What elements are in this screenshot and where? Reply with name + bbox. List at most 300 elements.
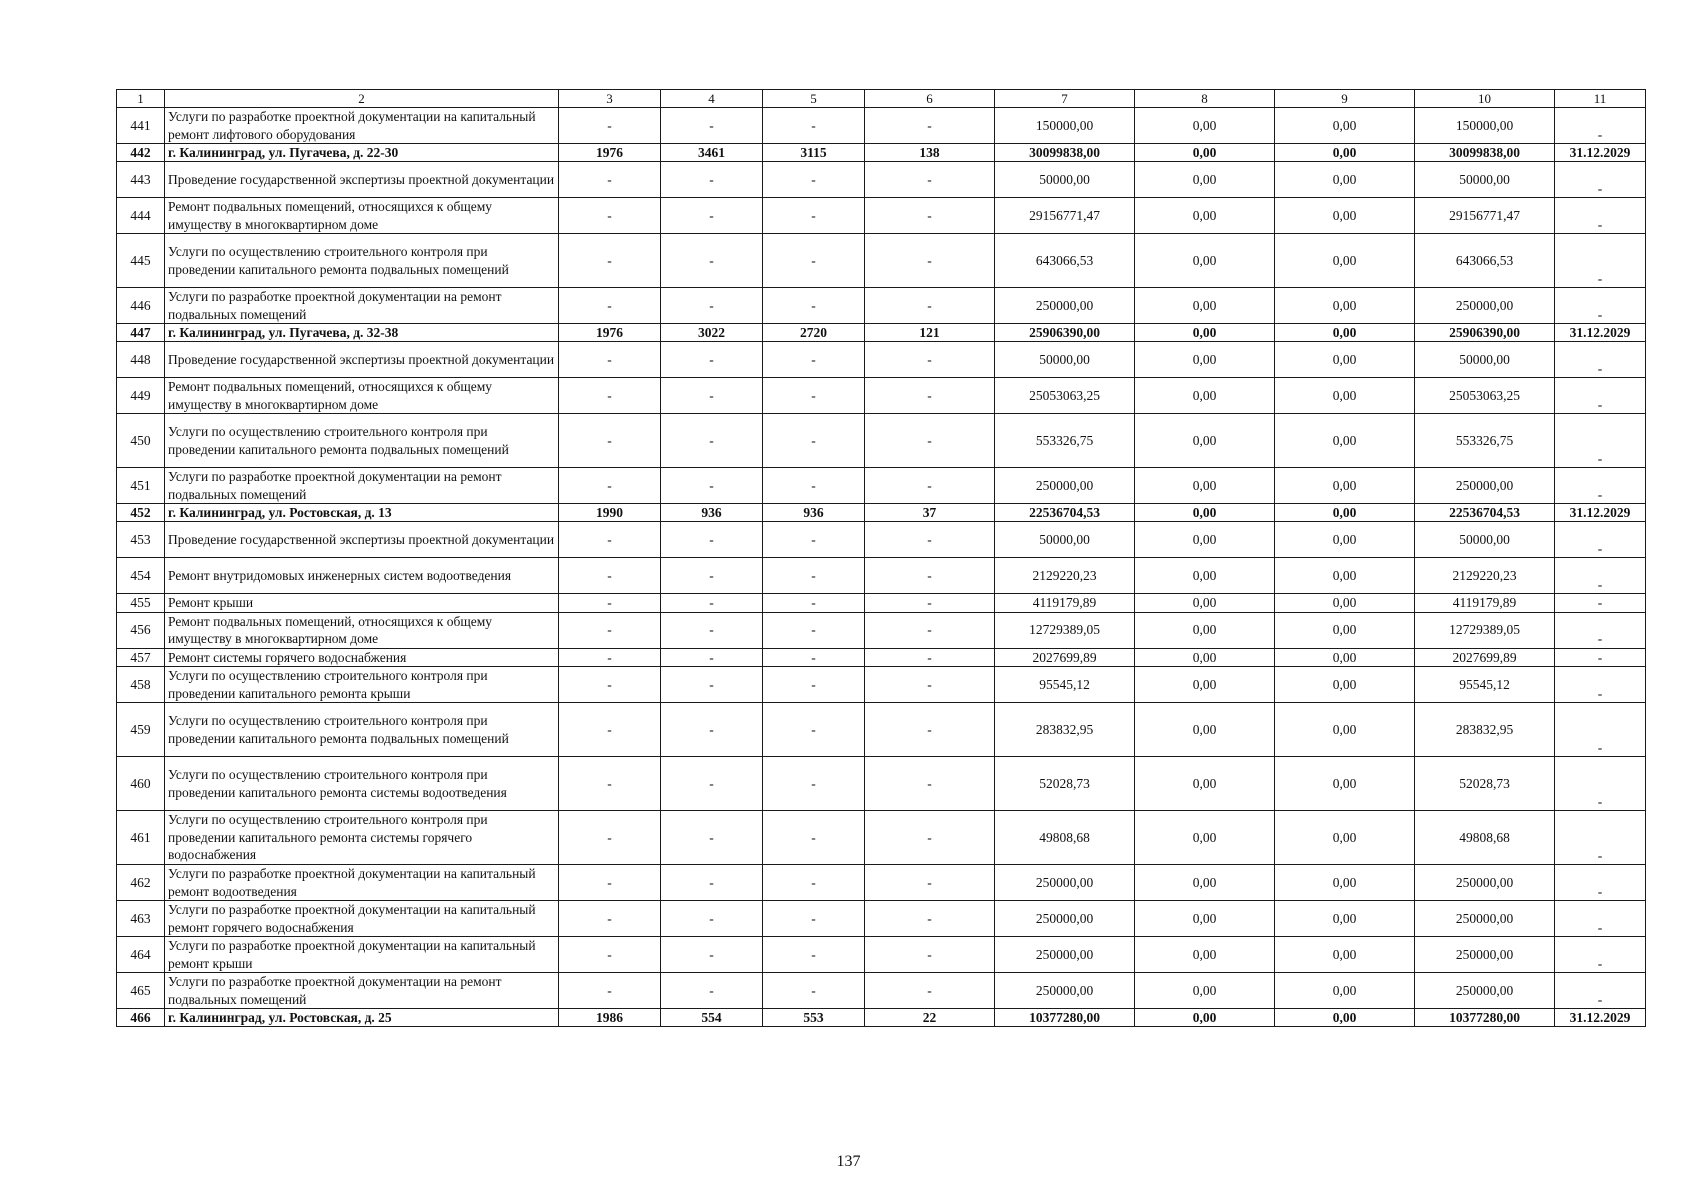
col-11-value: 31.12.2029	[1555, 324, 1646, 342]
table-row	[117, 198, 1646, 234]
col-8-value: 0,00	[1135, 108, 1275, 144]
col-4-value: -	[661, 198, 763, 234]
item-name: Услуги по осуществлению строительного контроля при проведении капитального ремонта подвальных помещений	[165, 234, 559, 288]
col-11-value: 31.12.2029	[1555, 144, 1646, 162]
row-number: 444	[117, 198, 165, 234]
item-name: г. Калининград, ул. Пугачева, д. 32-38	[165, 324, 559, 342]
col-4-value: -	[661, 558, 763, 594]
col-11-value: -	[1555, 594, 1646, 613]
page-number: 137	[836, 1153, 861, 1170]
col-11-value: 31.12.2029	[1555, 504, 1646, 522]
table-row	[117, 522, 1646, 558]
col-10-value: 2027699,89	[1415, 648, 1555, 667]
col-4-value: -	[661, 108, 763, 144]
row-number: 461	[117, 811, 165, 865]
col-10-value: 95545,12	[1415, 667, 1555, 703]
item-name: Ремонт системы горячего водоснабжения	[165, 648, 559, 667]
table-row	[117, 937, 1646, 973]
col-7-value: 50000,00	[995, 522, 1135, 558]
col-8-value: 0,00	[1135, 198, 1275, 234]
col-11-value: -	[1555, 703, 1646, 757]
column-header: 5	[763, 90, 865, 108]
table-row	[117, 667, 1646, 703]
col-7-value: 30099838,00	[995, 144, 1135, 162]
col-8-value: 0,00	[1135, 288, 1275, 324]
col-4-value: 3022	[661, 324, 763, 342]
col-6-value: -	[865, 648, 995, 667]
col-10-value: 10377280,00	[1415, 1009, 1555, 1027]
col-9-value: 0,00	[1275, 144, 1415, 162]
col-5-value: -	[763, 811, 865, 865]
item-name: Услуги по осуществлению строительного контроля при проведении капитального ремонта системы горячего водоснабжения	[165, 811, 559, 865]
table-row	[117, 162, 1646, 198]
col-5-value: -	[763, 522, 865, 558]
col-8-value: 0,00	[1135, 757, 1275, 811]
register-table	[116, 89, 1646, 1027]
col-3-value: -	[559, 378, 661, 414]
row-number: 451	[117, 468, 165, 504]
col-3-value: -	[559, 558, 661, 594]
col-8-value: 0,00	[1135, 558, 1275, 594]
item-name: Услуги по разработке проектной документации на капитальный ремонт горячего водоснабжения	[165, 901, 559, 937]
col-5-value: 3115	[763, 144, 865, 162]
row-number: 464	[117, 937, 165, 973]
item-name: г. Калининград, ул. Ростовская, д. 13	[165, 504, 559, 522]
col-6-value: 121	[865, 324, 995, 342]
column-header: 8	[1135, 90, 1275, 108]
col-8-value: 0,00	[1135, 234, 1275, 288]
column-header: 4	[661, 90, 763, 108]
item-name: Услуги по осуществлению строительного контроля при проведении капитального ремонта подвальных помещений	[165, 703, 559, 757]
table-row	[117, 703, 1646, 757]
col-6-value: -	[865, 558, 995, 594]
col-5-value: -	[763, 901, 865, 937]
col-4-value: -	[661, 811, 763, 865]
col-9-value: 0,00	[1275, 594, 1415, 613]
row-number: 455	[117, 594, 165, 613]
col-4-value: -	[661, 901, 763, 937]
col-5-value: -	[763, 468, 865, 504]
table-row	[117, 648, 1646, 667]
col-7-value: 250000,00	[995, 865, 1135, 901]
col-7-value: 150000,00	[995, 108, 1135, 144]
col-9-value: 0,00	[1275, 468, 1415, 504]
col-3-value: -	[559, 811, 661, 865]
table-row	[117, 342, 1646, 378]
col-3-value: -	[559, 937, 661, 973]
col-5-value: -	[763, 414, 865, 468]
row-number: 463	[117, 901, 165, 937]
col-7-value: 250000,00	[995, 937, 1135, 973]
row-number: 453	[117, 522, 165, 558]
item-name: Проведение государственной экспертизы проектной документации	[165, 522, 559, 558]
column-header: 7	[995, 90, 1135, 108]
col-4-value: -	[661, 162, 763, 198]
col-7-value: 25053063,25	[995, 378, 1135, 414]
col-3-value: -	[559, 612, 661, 648]
col-7-value: 29156771,47	[995, 198, 1135, 234]
col-4-value: 936	[661, 504, 763, 522]
col-9-value: 0,00	[1275, 288, 1415, 324]
col-9-value: 0,00	[1275, 757, 1415, 811]
col-7-value: 283832,95	[995, 703, 1135, 757]
item-name: Ремонт внутридомовых инженерных систем водоотведения	[165, 558, 559, 594]
row-number: 460	[117, 757, 165, 811]
col-5-value: -	[763, 865, 865, 901]
table-row	[117, 288, 1646, 324]
row-number: 441	[117, 108, 165, 144]
col-11-value: -	[1555, 811, 1646, 865]
column-number-header-row	[117, 90, 1646, 108]
row-number: 448	[117, 342, 165, 378]
col-5-value: -	[763, 378, 865, 414]
col-8-value: 0,00	[1135, 612, 1275, 648]
col-9-value: 0,00	[1275, 811, 1415, 865]
col-11-value: -	[1555, 612, 1646, 648]
col-10-value: 283832,95	[1415, 703, 1555, 757]
col-4-value: -	[661, 234, 763, 288]
table-row	[117, 108, 1646, 144]
col-10-value: 52028,73	[1415, 757, 1555, 811]
col-4-value: -	[661, 342, 763, 378]
col-3-value: -	[559, 522, 661, 558]
col-5-value: 553	[763, 1009, 865, 1027]
item-name: Услуги по разработке проектной документации на ремонт подвальных помещений	[165, 288, 559, 324]
row-number: 462	[117, 865, 165, 901]
col-6-value: -	[865, 703, 995, 757]
item-name: г. Калининград, ул. Ростовская, д. 25	[165, 1009, 559, 1027]
col-3-value: -	[559, 288, 661, 324]
row-number: 466	[117, 1009, 165, 1027]
table-body	[117, 90, 1646, 1027]
item-name: Услуги по разработке проектной документации на капитальный ремонт водоотведения	[165, 865, 559, 901]
col-9-value: 0,00	[1275, 342, 1415, 378]
item-name: Услуги по разработке проектной документации на ремонт подвальных помещений	[165, 973, 559, 1009]
col-11-value: 31.12.2029	[1555, 1009, 1646, 1027]
col-11-value: -	[1555, 234, 1646, 288]
col-5-value: -	[763, 108, 865, 144]
col-7-value: 250000,00	[995, 973, 1135, 1009]
col-4-value: -	[661, 865, 763, 901]
col-9-value: 0,00	[1275, 324, 1415, 342]
item-name: Услуги по осуществлению строительного контроля при проведении капитального ремонта подвальных помещений	[165, 414, 559, 468]
row-number: 449	[117, 378, 165, 414]
table-row	[117, 468, 1646, 504]
col-5-value: -	[763, 937, 865, 973]
col-10-value: 250000,00	[1415, 288, 1555, 324]
address-row	[117, 504, 1646, 522]
col-6-value: -	[865, 667, 995, 703]
col-9-value: 0,00	[1275, 162, 1415, 198]
col-11-value: -	[1555, 648, 1646, 667]
item-name: Услуги по осуществлению строительного контроля при проведении капитального ремонта крыши	[165, 667, 559, 703]
col-3-value: 1990	[559, 504, 661, 522]
col-11-value: -	[1555, 865, 1646, 901]
col-6-value: -	[865, 865, 995, 901]
col-5-value: -	[763, 162, 865, 198]
col-4-value: -	[661, 937, 763, 973]
col-11-value: -	[1555, 757, 1646, 811]
col-11-value: -	[1555, 162, 1646, 198]
col-8-value: 0,00	[1135, 144, 1275, 162]
col-11-value: -	[1555, 468, 1646, 504]
col-7-value: 25906390,00	[995, 324, 1135, 342]
row-number: 443	[117, 162, 165, 198]
col-6-value: -	[865, 414, 995, 468]
col-8-value: 0,00	[1135, 1009, 1275, 1027]
col-3-value: -	[559, 667, 661, 703]
item-name: Проведение государственной экспертизы проектной документации	[165, 162, 559, 198]
col-4-value: -	[661, 648, 763, 667]
col-6-value: -	[865, 522, 995, 558]
col-3-value: -	[559, 648, 661, 667]
table-row	[117, 414, 1646, 468]
column-header: 3	[559, 90, 661, 108]
col-3-value: -	[559, 198, 661, 234]
row-number: 446	[117, 288, 165, 324]
col-6-value: -	[865, 757, 995, 811]
col-6-value: -	[865, 937, 995, 973]
col-5-value: -	[763, 342, 865, 378]
item-name: Ремонт подвальных помещений, относящихся к общему имуществу в многоквартирном доме	[165, 612, 559, 648]
table-row	[117, 612, 1646, 648]
col-11-value: -	[1555, 901, 1646, 937]
col-11-value: -	[1555, 973, 1646, 1009]
col-8-value: 0,00	[1135, 811, 1275, 865]
col-4-value: -	[661, 414, 763, 468]
col-11-value: -	[1555, 198, 1646, 234]
col-11-value: -	[1555, 414, 1646, 468]
column-header: 10	[1415, 90, 1555, 108]
col-5-value: -	[763, 558, 865, 594]
table-row	[117, 973, 1646, 1009]
col-6-value: -	[865, 198, 995, 234]
col-3-value: -	[559, 468, 661, 504]
col-9-value: 0,00	[1275, 414, 1415, 468]
col-8-value: 0,00	[1135, 667, 1275, 703]
col-9-value: 0,00	[1275, 973, 1415, 1009]
col-8-value: 0,00	[1135, 162, 1275, 198]
col-9-value: 0,00	[1275, 522, 1415, 558]
col-6-value: -	[865, 901, 995, 937]
col-10-value: 50000,00	[1415, 162, 1555, 198]
row-number: 459	[117, 703, 165, 757]
col-8-value: 0,00	[1135, 594, 1275, 613]
col-3-value: -	[559, 865, 661, 901]
col-10-value: 643066,53	[1415, 234, 1555, 288]
col-11-value: -	[1555, 288, 1646, 324]
row-number: 450	[117, 414, 165, 468]
row-number: 457	[117, 648, 165, 667]
col-3-value: -	[559, 414, 661, 468]
col-9-value: 0,00	[1275, 198, 1415, 234]
col-10-value: 250000,00	[1415, 937, 1555, 973]
col-4-value: -	[661, 757, 763, 811]
col-10-value: 2129220,23	[1415, 558, 1555, 594]
col-7-value: 22536704,53	[995, 504, 1135, 522]
address-row	[117, 144, 1646, 162]
col-9-value: 0,00	[1275, 648, 1415, 667]
col-8-value: 0,00	[1135, 468, 1275, 504]
col-5-value: -	[763, 198, 865, 234]
col-8-value: 0,00	[1135, 324, 1275, 342]
col-8-value: 0,00	[1135, 703, 1275, 757]
col-9-value: 0,00	[1275, 558, 1415, 594]
col-3-value: 1986	[559, 1009, 661, 1027]
col-3-value: -	[559, 234, 661, 288]
col-10-value: 250000,00	[1415, 901, 1555, 937]
col-10-value: 50000,00	[1415, 522, 1555, 558]
col-7-value: 250000,00	[995, 901, 1135, 937]
col-6-value: -	[865, 162, 995, 198]
item-name: Ремонт подвальных помещений, относящихся к общему имуществу в многоквартирном доме	[165, 198, 559, 234]
col-7-value: 50000,00	[995, 162, 1135, 198]
col-10-value: 250000,00	[1415, 468, 1555, 504]
col-6-value: -	[865, 234, 995, 288]
col-10-value: 25906390,00	[1415, 324, 1555, 342]
col-7-value: 643066,53	[995, 234, 1135, 288]
col-4-value: -	[661, 612, 763, 648]
row-number: 465	[117, 973, 165, 1009]
col-6-value: -	[865, 342, 995, 378]
col-5-value: -	[763, 757, 865, 811]
col-7-value: 10377280,00	[995, 1009, 1135, 1027]
col-8-value: 0,00	[1135, 648, 1275, 667]
col-11-value: -	[1555, 378, 1646, 414]
col-9-value: 0,00	[1275, 612, 1415, 648]
col-5-value: -	[763, 973, 865, 1009]
row-number: 442	[117, 144, 165, 162]
col-7-value: 250000,00	[995, 468, 1135, 504]
col-10-value: 25053063,25	[1415, 378, 1555, 414]
col-11-value: -	[1555, 108, 1646, 144]
col-11-value: -	[1555, 937, 1646, 973]
col-3-value: 1976	[559, 144, 661, 162]
table-row	[117, 757, 1646, 811]
col-3-value: -	[559, 342, 661, 378]
col-8-value: 0,00	[1135, 414, 1275, 468]
col-10-value: 22536704,53	[1415, 504, 1555, 522]
table-row	[117, 558, 1646, 594]
col-7-value: 52028,73	[995, 757, 1135, 811]
col-6-value: 37	[865, 504, 995, 522]
col-4-value: -	[661, 973, 763, 1009]
col-9-value: 0,00	[1275, 901, 1415, 937]
item-name: Проведение государственной экспертизы проектной документации	[165, 342, 559, 378]
item-name: Ремонт крыши	[165, 594, 559, 613]
col-5-value: -	[763, 612, 865, 648]
col-8-value: 0,00	[1135, 342, 1275, 378]
col-6-value: -	[865, 973, 995, 1009]
col-6-value: -	[865, 612, 995, 648]
col-3-value: -	[559, 703, 661, 757]
col-9-value: 0,00	[1275, 1009, 1415, 1027]
row-number: 456	[117, 612, 165, 648]
col-10-value: 4119179,89	[1415, 594, 1555, 613]
col-8-value: 0,00	[1135, 937, 1275, 973]
col-5-value: 2720	[763, 324, 865, 342]
col-5-value: -	[763, 648, 865, 667]
table-row	[117, 594, 1646, 613]
table-row	[117, 811, 1646, 865]
col-8-value: 0,00	[1135, 522, 1275, 558]
col-4-value: 3461	[661, 144, 763, 162]
col-10-value: 150000,00	[1415, 108, 1555, 144]
row-number: 454	[117, 558, 165, 594]
col-4-value: -	[661, 703, 763, 757]
col-4-value: -	[661, 468, 763, 504]
column-header: 6	[865, 90, 995, 108]
col-6-value: -	[865, 378, 995, 414]
col-10-value: 12729389,05	[1415, 612, 1555, 648]
col-6-value: 22	[865, 1009, 995, 1027]
col-11-value: -	[1555, 522, 1646, 558]
table-row	[117, 865, 1646, 901]
table-row	[117, 234, 1646, 288]
col-8-value: 0,00	[1135, 504, 1275, 522]
item-name: Ремонт подвальных помещений, относящихся к общему имуществу в многоквартирном доме	[165, 378, 559, 414]
item-name: Услуги по разработке проектной документации на ремонт подвальных помещений	[165, 468, 559, 504]
col-6-value: -	[865, 108, 995, 144]
col-4-value: -	[661, 522, 763, 558]
col-3-value: -	[559, 108, 661, 144]
column-header: 9	[1275, 90, 1415, 108]
col-10-value: 50000,00	[1415, 342, 1555, 378]
row-number: 452	[117, 504, 165, 522]
item-name: Услуги по разработке проектной документации на капитальный ремонт крыши	[165, 937, 559, 973]
row-number: 447	[117, 324, 165, 342]
col-9-value: 0,00	[1275, 504, 1415, 522]
col-4-value: -	[661, 288, 763, 324]
col-7-value: 2027699,89	[995, 648, 1135, 667]
col-4-value: -	[661, 378, 763, 414]
col-7-value: 2129220,23	[995, 558, 1135, 594]
col-7-value: 50000,00	[995, 342, 1135, 378]
col-9-value: 0,00	[1275, 108, 1415, 144]
col-11-value: -	[1555, 667, 1646, 703]
col-3-value: -	[559, 594, 661, 613]
col-10-value: 250000,00	[1415, 865, 1555, 901]
col-5-value: -	[763, 667, 865, 703]
col-10-value: 553326,75	[1415, 414, 1555, 468]
column-header: 1	[117, 90, 165, 108]
col-6-value: 138	[865, 144, 995, 162]
col-4-value: -	[661, 594, 763, 613]
col-4-value: 554	[661, 1009, 763, 1027]
col-5-value: -	[763, 703, 865, 757]
item-name: Услуги по осуществлению строительного контроля при проведении капитального ремонта системы водоотведения	[165, 757, 559, 811]
col-10-value: 29156771,47	[1415, 198, 1555, 234]
column-header: 2	[165, 90, 559, 108]
col-6-value: -	[865, 288, 995, 324]
col-9-value: 0,00	[1275, 937, 1415, 973]
col-8-value: 0,00	[1135, 973, 1275, 1009]
col-6-value: -	[865, 811, 995, 865]
col-9-value: 0,00	[1275, 667, 1415, 703]
col-8-value: 0,00	[1135, 865, 1275, 901]
col-5-value: 936	[763, 504, 865, 522]
col-7-value: 12729389,05	[995, 612, 1135, 648]
col-10-value: 49808,68	[1415, 811, 1555, 865]
col-11-value: -	[1555, 558, 1646, 594]
col-3-value: 1976	[559, 324, 661, 342]
col-3-value: -	[559, 162, 661, 198]
col-4-value: -	[661, 667, 763, 703]
col-3-value: -	[559, 973, 661, 1009]
col-7-value: 95545,12	[995, 667, 1135, 703]
row-number: 445	[117, 234, 165, 288]
col-7-value: 4119179,89	[995, 594, 1135, 613]
